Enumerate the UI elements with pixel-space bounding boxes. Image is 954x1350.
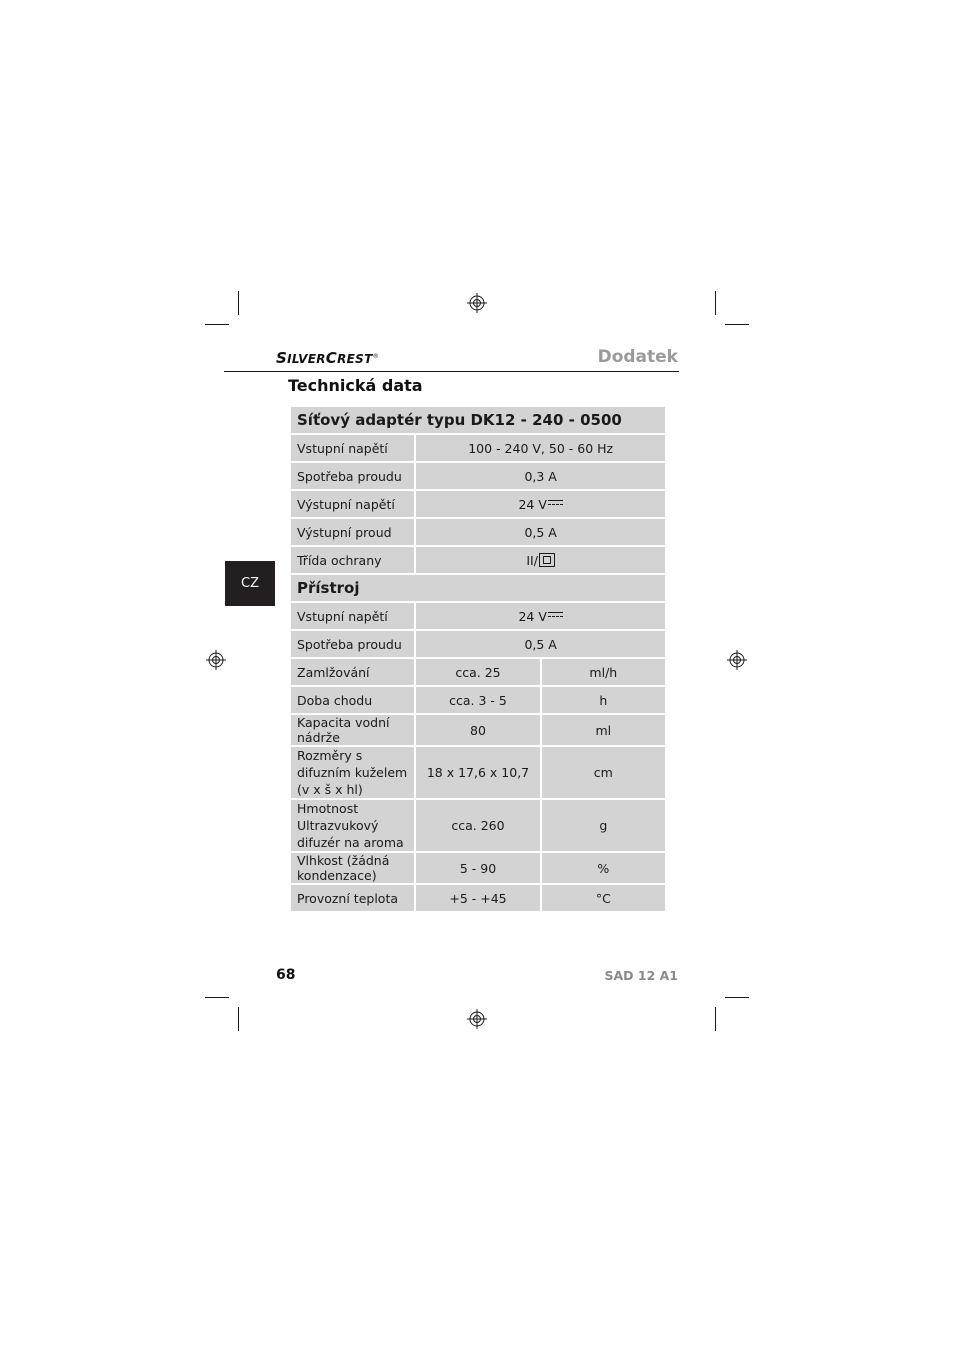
row-label: Třída ochrany <box>290 546 415 574</box>
row-value: cca. 260 <box>415 799 540 852</box>
crop-mark <box>725 997 749 998</box>
row-label: Doba chodu <box>290 686 415 714</box>
row-label-line2: (v x š x hl) <box>297 782 363 797</box>
row-label: Vstupní napětí <box>290 602 415 630</box>
row-unit: % <box>541 852 666 884</box>
row-unit: h <box>541 686 666 714</box>
table-row <box>290 799 666 852</box>
row-value: 80 <box>415 714 540 746</box>
row-label: Výstupní napětí <box>290 490 415 518</box>
row-value: 24 V <box>518 496 547 512</box>
row-value: +5 - +45 <box>415 884 540 912</box>
row-value: 5 - 90 <box>415 852 540 884</box>
row-label: Zamlžování <box>290 658 415 686</box>
registration-mark-icon <box>467 293 487 313</box>
row-label: Výstupní proud <box>290 518 415 546</box>
spec-table <box>289 405 667 913</box>
adapter-header: Síťový adaptér typu DK12 - 240 - 0500 <box>290 406 666 434</box>
row-label-cell <box>290 746 415 799</box>
section-title: Dodatek <box>597 347 678 367</box>
row-label-line2: Ultrazvukový difuzér na aroma <box>297 818 404 850</box>
header-divider <box>224 371 679 372</box>
row-value: 0,5 A <box>415 630 666 658</box>
crop-mark <box>725 324 749 325</box>
registration-mark-icon <box>206 650 226 670</box>
table-row <box>290 884 666 912</box>
language-tab: CZ <box>225 561 275 606</box>
row-unit: °C <box>541 884 666 912</box>
row-label-cell <box>290 799 415 852</box>
table-row <box>290 602 666 630</box>
page-title: Technická data <box>288 376 423 395</box>
row-label: Vstupní napětí <box>290 434 415 462</box>
crop-mark <box>205 324 229 325</box>
model-number: SAD 12 A1 <box>604 968 678 983</box>
row-unit: ml <box>541 714 666 746</box>
crop-mark <box>205 997 229 998</box>
device-header: Přístroj <box>290 574 666 602</box>
table-row <box>290 746 666 799</box>
row-value: 24 V <box>518 608 547 624</box>
page-number: 68 <box>276 967 296 983</box>
registration-mark-icon <box>727 650 747 670</box>
brand-logo: SILVERCREST® <box>276 349 379 367</box>
table-row <box>290 518 666 546</box>
row-unit: ml/h <box>541 658 666 686</box>
row-value-cell <box>415 490 666 518</box>
table-row <box>290 546 666 574</box>
table-row <box>290 714 666 746</box>
row-value: 18 x 17,6 x 10,7 <box>415 746 540 799</box>
row-label: Hmotnost <box>297 801 359 816</box>
row-value: 0,3 A <box>415 462 666 490</box>
row-label: Spotřeba proudu <box>290 630 415 658</box>
dc-symbol-icon <box>548 500 563 507</box>
row-unit: cm <box>541 746 666 799</box>
table-row <box>290 434 666 462</box>
row-label: Provozní teplota <box>290 884 415 912</box>
row-label: Spotřeba proudu <box>290 462 415 490</box>
crop-mark <box>715 291 716 315</box>
registration-mark-icon <box>467 1009 487 1029</box>
row-value: II/ <box>526 552 538 568</box>
table-row <box>290 852 666 884</box>
dc-symbol-icon <box>548 612 563 619</box>
table-section-header <box>290 574 666 602</box>
row-label: Rozměry s difuzním kuželem <box>297 748 408 780</box>
row-value: cca. 25 <box>415 658 540 686</box>
row-value: 100 - 240 V, 50 - 60 Hz <box>415 434 666 462</box>
row-value-cell <box>415 602 666 630</box>
row-label: Kapacita vodní nádrže <box>290 714 415 746</box>
row-value: cca. 3 - 5 <box>415 686 540 714</box>
row-label: Vlhkost (žádná kondenzace) <box>290 852 415 884</box>
crop-mark <box>238 1007 239 1031</box>
crop-mark <box>715 1007 716 1031</box>
table-row <box>290 686 666 714</box>
row-unit: g <box>541 799 666 852</box>
protection-class-ii-icon <box>539 553 555 567</box>
row-value: 0,5 A <box>415 518 666 546</box>
table-section-header <box>290 406 666 434</box>
table-row <box>290 462 666 490</box>
row-value-cell <box>415 546 666 574</box>
table-row <box>290 630 666 658</box>
table-row <box>290 658 666 686</box>
table-row <box>290 490 666 518</box>
crop-mark <box>238 291 239 315</box>
